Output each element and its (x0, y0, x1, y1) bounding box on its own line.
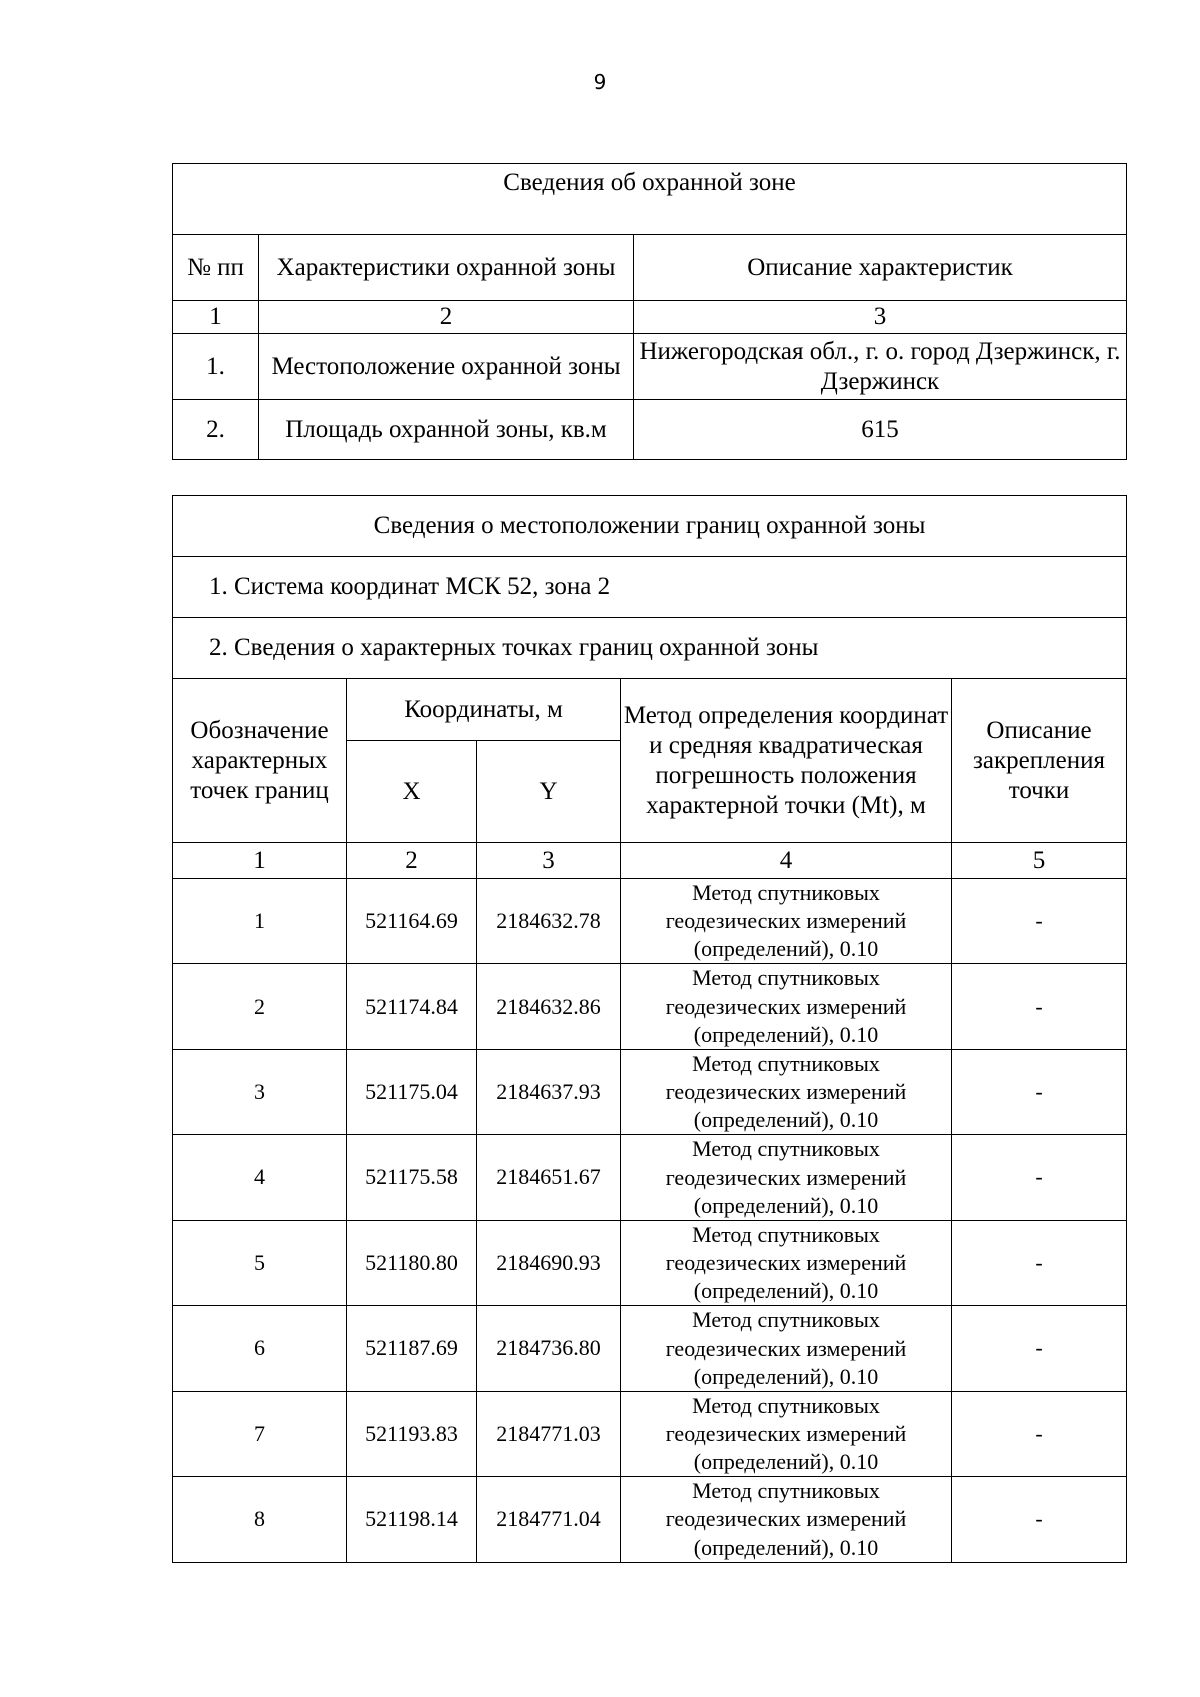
point-y: 2184771.04 (477, 1477, 621, 1562)
zone-boundaries-table (172, 495, 1127, 1563)
point-y: 2184771.03 (477, 1391, 621, 1476)
row-value: 615 (634, 400, 1127, 460)
zone-table-title: Сведения об охранной зоне (173, 164, 1127, 235)
point-y: 2184736.80 (477, 1306, 621, 1391)
header-y: Y (477, 741, 621, 843)
point-id: 7 (173, 1391, 347, 1476)
header-designation: Обозначение характерных точек границ (173, 679, 347, 843)
point-fixing: - (952, 1391, 1127, 1476)
row-name: Площадь охранной зоны, кв.м (259, 400, 634, 460)
col-number-3: 3 (634, 301, 1127, 334)
point-id: 8 (173, 1477, 347, 1562)
point-method: Метод спутниковых геодезических измерений (определений), 0.10 (621, 1135, 952, 1220)
col-number-5: 5 (952, 843, 1127, 879)
point-method: Метод спутниковых геодезических измерений (определений), 0.10 (621, 1477, 952, 1562)
point-y: 2184632.78 (477, 879, 621, 964)
table-row (173, 400, 1127, 460)
point-method: Метод спутниковых геодезических измерений (определений), 0.10 (621, 964, 952, 1049)
table-row (173, 1477, 1127, 1562)
table-row (173, 964, 1127, 1049)
point-fixing: - (952, 1306, 1127, 1391)
header-fixing: Описание закрепления точки (952, 679, 1127, 843)
point-method: Метод спутниковых геодезических измерений (определений), 0.10 (621, 1306, 952, 1391)
table-row (173, 879, 1127, 964)
col-number-1: 1 (173, 843, 347, 879)
col-number-4: 4 (621, 843, 952, 879)
col-number-2: 2 (259, 301, 634, 334)
col-number-1: 1 (173, 301, 259, 334)
point-x: 521175.04 (347, 1049, 477, 1134)
point-method: Метод спутниковых геодезических измерений (определений), 0.10 (621, 1391, 952, 1476)
header-coordinates: Координаты, м (347, 679, 621, 741)
point-x: 521198.14 (347, 1477, 477, 1562)
row-number: 2. (173, 400, 259, 460)
point-fixing: - (952, 1135, 1127, 1220)
point-x: 521193.83 (347, 1391, 477, 1476)
table-row (173, 1220, 1127, 1305)
point-x: 521164.69 (347, 879, 477, 964)
points-section-title: 2. Сведения о характерных точках границ охранной зоны (173, 618, 1127, 679)
point-method: Метод спутниковых геодезических измерений (определений), 0.10 (621, 1049, 952, 1134)
header-x: X (347, 741, 477, 843)
point-fixing: - (952, 1220, 1127, 1305)
table-row (173, 1049, 1127, 1134)
table-row (173, 1391, 1127, 1476)
point-id: 6 (173, 1306, 347, 1391)
point-x: 521180.80 (347, 1220, 477, 1305)
page-number: 9 (593, 70, 607, 94)
header-number: № пп (173, 235, 259, 301)
point-x: 521187.69 (347, 1306, 477, 1391)
point-fixing: - (952, 879, 1127, 964)
col-number-2: 2 (347, 843, 477, 879)
protection-zone-table (172, 163, 1127, 460)
point-method: Метод спутниковых геодезических измерений (определений), 0.10 (621, 879, 952, 964)
point-id: 1 (173, 879, 347, 964)
point-method: Метод спутниковых геодезических измерений (определений), 0.10 (621, 1220, 952, 1305)
point-fixing: - (952, 964, 1127, 1049)
point-y: 2184632.86 (477, 964, 621, 1049)
table-row (173, 1135, 1127, 1220)
row-number: 1. (173, 334, 259, 400)
point-id: 4 (173, 1135, 347, 1220)
point-id: 5 (173, 1220, 347, 1305)
point-id: 3 (173, 1049, 347, 1134)
header-characteristics: Характеристики охранной зоны (259, 235, 634, 301)
point-y: 2184637.93 (477, 1049, 621, 1134)
col-number-3: 3 (477, 843, 621, 879)
row-name: Местоположение охранной зоны (259, 334, 634, 400)
point-x: 521175.58 (347, 1135, 477, 1220)
point-id: 2 (173, 964, 347, 1049)
header-method: Метод определения координат и средняя квадратическая погрешность положения характерной точки (Mt), м (621, 679, 952, 843)
header-description: Описание характеристик (634, 235, 1127, 301)
point-y: 2184690.93 (477, 1220, 621, 1305)
table-row (173, 1306, 1127, 1391)
point-y: 2184651.67 (477, 1135, 621, 1220)
row-value: Нижегородская обл., г. о. город Дзержинск, г. Дзержинск (634, 334, 1127, 400)
point-fixing: - (952, 1049, 1127, 1134)
point-fixing: - (952, 1477, 1127, 1562)
coordinate-system: 1. Система координат МСК 52, зона 2 (173, 557, 1127, 618)
bounds-table-title: Сведения о местоположении границ охранной зоны (173, 496, 1127, 557)
table-row (173, 334, 1127, 400)
point-x: 521174.84 (347, 964, 477, 1049)
